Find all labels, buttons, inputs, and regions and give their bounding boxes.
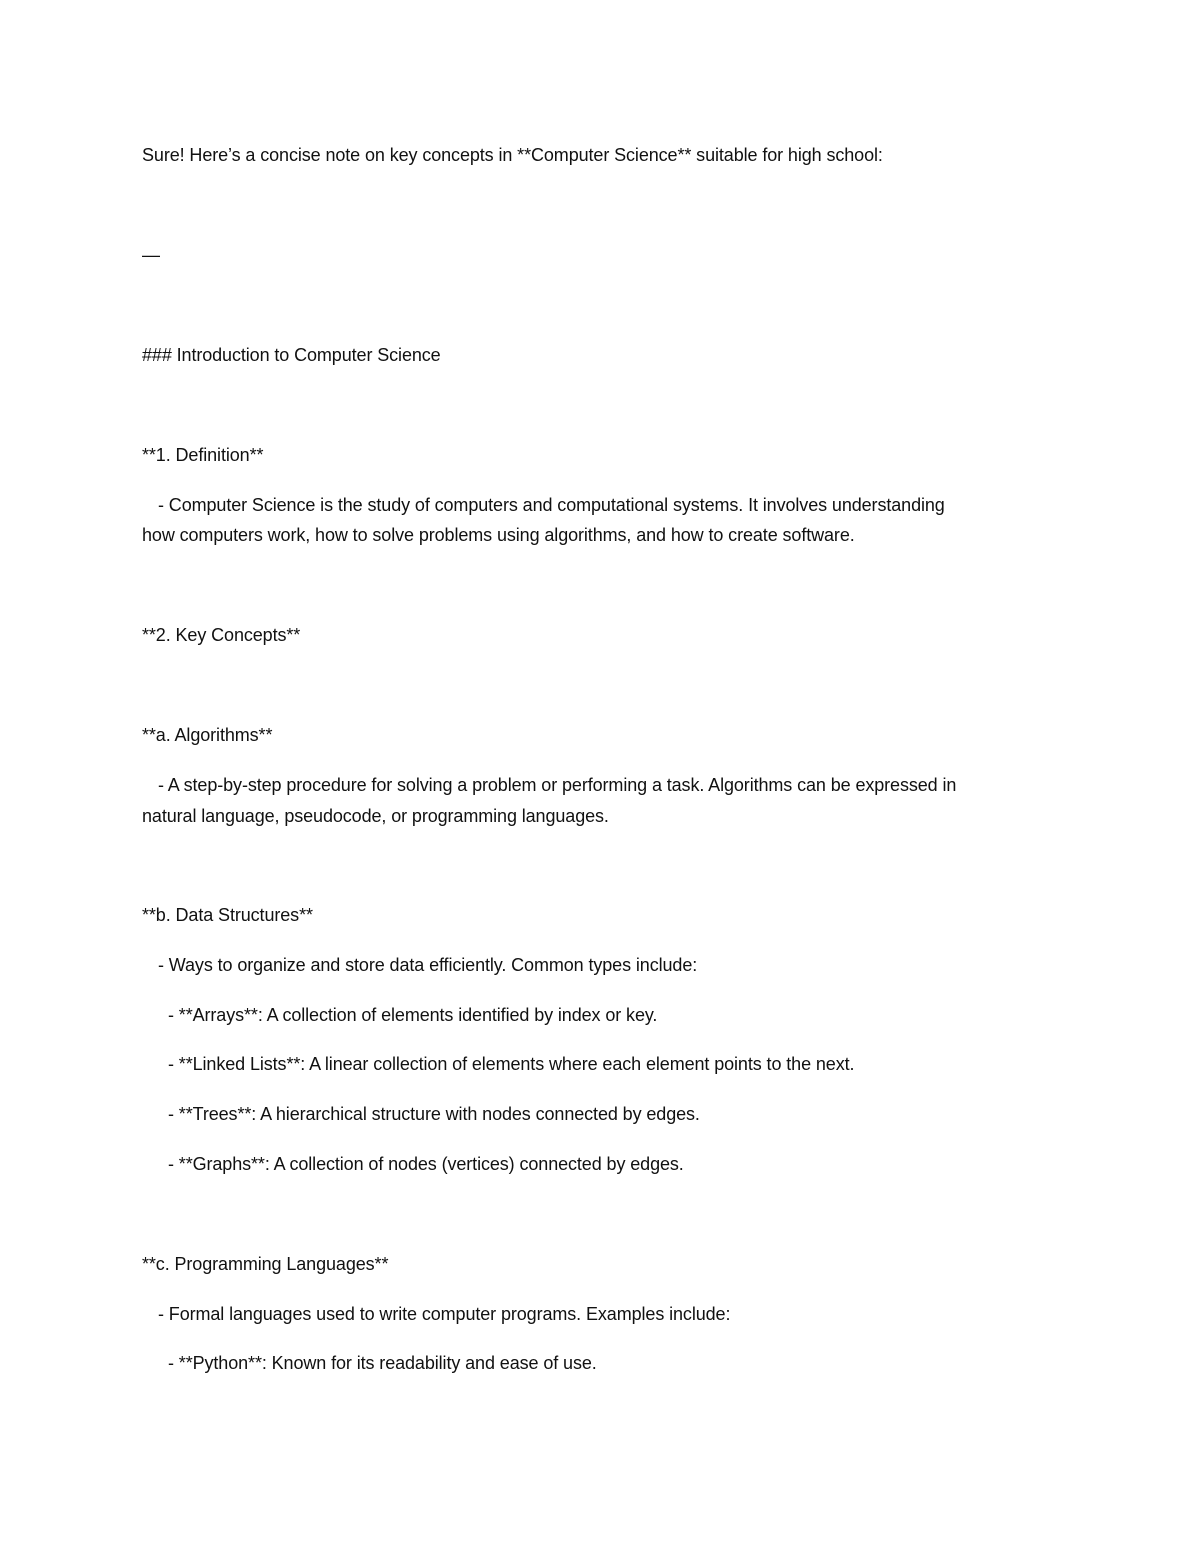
programming-languages-title: **c. Programming Languages**: [142, 1254, 389, 1274]
algorithms-title: **a. Algorithms**: [142, 725, 273, 745]
key-concepts-title: **2. Key Concepts**: [142, 625, 301, 645]
data-structures-title: **b. Data Structures**: [142, 905, 313, 925]
definition-title: **1. Definition**: [142, 445, 264, 465]
definition-text-line-2: how computers work, how to solve problems using algorithms, and how to create software.: [142, 525, 855, 545]
list-item: - **Python**: Known for its readability and ease of use.: [168, 1353, 597, 1373]
section-heading: ### Introduction to Computer Science: [142, 345, 441, 365]
algorithms-text-line-1: - A step-by-step procedure for solving a problem or performing a task. Algorithms can be expressed in: [158, 775, 957, 795]
list-item: - **Graphs**: A collection of nodes (vertices) connected by edges.: [168, 1154, 684, 1174]
list-item: - **Linked Lists**: A linear collection of elements where each element points to the next.: [168, 1054, 855, 1074]
separator: —: [142, 245, 160, 265]
data-structures-intro: - Ways to organize and store data efficiently. Common types include:: [158, 955, 698, 975]
programming-languages-intro: - Formal languages used to write computer programs. Examples include:: [158, 1304, 731, 1324]
definition-text-line-1: - Computer Science is the study of computers and computational systems. It involves understanding: [158, 495, 945, 515]
list-item: - **Arrays**: A collection of elements identified by index or key.: [168, 1005, 658, 1025]
list-item: - **Trees**: A hierarchical structure with nodes connected by edges.: [168, 1104, 700, 1124]
algorithms-text-line-2: natural language, pseudocode, or programming languages.: [142, 806, 609, 826]
intro-text: Sure! Here’s a concise note on key concepts in **Computer Science** suitable for high school:: [142, 145, 883, 165]
